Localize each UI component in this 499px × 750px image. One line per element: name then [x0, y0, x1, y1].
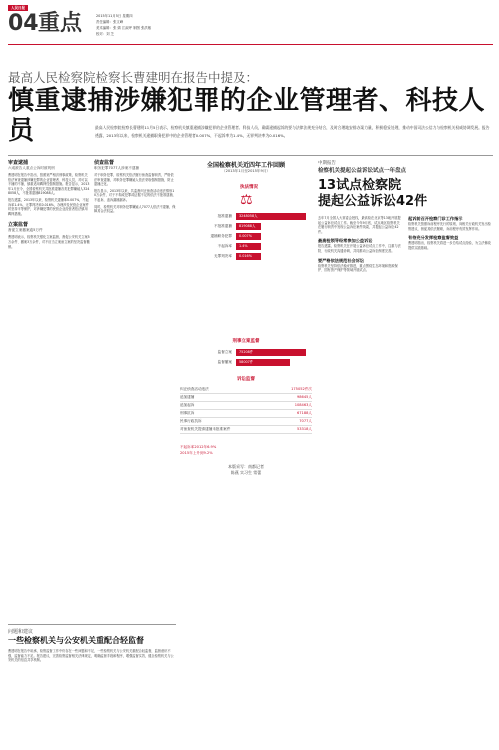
note-line: 2015年上升到9.2%: [180, 451, 213, 455]
bottom-rule: [8, 624, 176, 625]
section-heading: 要严格依法规范社会诉讼: [318, 257, 365, 263]
headline-main: 慎重逮捕涉嫌犯罪的企业管理者、科技人员: [8, 86, 486, 146]
table-label: 纠正侦查活动违法: [180, 387, 209, 391]
table-label: 民事行政抗诉: [180, 419, 202, 423]
chart-note: [180, 444, 312, 456]
body-text: 曹建明表示，检察机关强化立案监督，督促公安机关立案5万余件、撤案3万余件，对不应当立案而立案的坚决监督撤销。: [8, 235, 90, 249]
panel-title: 执法情况: [240, 185, 258, 190]
masthead-meta: [96, 13, 151, 37]
left-column: [8, 160, 90, 249]
bar-label: 监督撤案: [217, 359, 232, 364]
table-label: 刑事抗诉: [180, 411, 195, 415]
bar-label: 逮捕职务犯罪: [210, 233, 232, 238]
right-title: 检察机关提起公益诉讼试点一年盘点: [318, 168, 407, 174]
bar: 3248058人: [236, 213, 306, 220]
chart-panel-litigation: [180, 376, 312, 434]
body-text: 报告显示，2013年以来，共监督纠正侦查活动违法情形10万余件，对于不构成犯罪或证据不足的依法不批准逮捕，不起诉，追诉漏捕漏诉。: [94, 188, 176, 202]
bar-label: 批准逮捕: [217, 213, 232, 218]
section-heading: 起诉前召开检察门诊工作指示: [408, 216, 463, 221]
section-heading: 审查逮捕: [8, 160, 29, 166]
right-big-title: 13试点检察院: [318, 178, 402, 193]
right-kicker: 中期报告: [318, 161, 336, 166]
meta-line: 2015年11月5日 星期四: [96, 14, 133, 18]
bar: 819088人: [236, 223, 261, 230]
section-name: 重点: [38, 11, 83, 36]
table-value: 53318人: [296, 427, 312, 431]
bar-row: [180, 358, 312, 366]
section-heading: 有待充分发挥检察监督效益: [408, 235, 459, 241]
bottom-section: [8, 628, 176, 663]
body-text: 报告透露，检察机关在开展公益诉讼试点工作中，注重与法院、行政机关沟通协调，共同推动公益诉讼制度完善。: [318, 244, 401, 253]
bar-row: [180, 242, 312, 250]
masthead: [8, 5, 493, 43]
table-row: [180, 394, 312, 402]
meta-line: 美术编辑：张 婧 江淑坪 制图 张洪敏: [96, 26, 152, 30]
body-text: 同时，检察机关对职务犯罪嫌疑人7077人依法不逮捕，保障其合法权益。: [94, 204, 176, 214]
bottom-kicker: 问题和建议: [8, 629, 34, 635]
body-text: 曹建明在报告中指出，按照宽严相济刑事政策，检察机关依法审查逮捕涉嫌犯罪的企业管理者、科技人员，对可以不捕的不捕，慎重适用羁押性强制措施。报告显示，2013年1月至今，全国检察机关共批准逮捕各类犯罪嫌疑人3248058人，不批准逮捕819088人。: [8, 173, 90, 196]
bar: 75208件: [236, 349, 306, 356]
bar: 58007件: [236, 359, 290, 366]
chart-panel-supervision: [180, 338, 312, 366]
bar-chart-supervision: [180, 348, 312, 366]
bar-label: 不批准逮捕: [214, 223, 232, 228]
table-row: [180, 402, 312, 410]
infographic-title: 全国检察机关近四年工作回顾: [206, 162, 285, 169]
table-value: 175052件次: [291, 387, 312, 391]
table-row: [180, 426, 312, 434]
table-row: [180, 418, 312, 426]
section-subheading: 职务犯罪7077人涉案不逮捕: [94, 166, 140, 170]
credit-line: 本版采写：南都记者: [228, 464, 264, 469]
chart-panel-enforcement: [180, 184, 312, 334]
page-number: 04: [8, 11, 39, 36]
bar-label: 监督立案: [217, 349, 232, 354]
right-big-title: 提起公益诉讼42件: [318, 194, 428, 209]
bar: 0.016%: [236, 253, 261, 260]
bar-row: [180, 232, 312, 240]
body-text: 曹建明指出，检察机关将进一步总结试点经验，为立法修改提供实践基础。: [408, 241, 491, 250]
body-text: 检察机关坚持依法稳妥推进，重点围绕生态环境和资源保护、国有资产保护等领域开展试点。: [318, 263, 398, 273]
right-column: [318, 160, 492, 273]
bar-label: 不起诉率: [217, 243, 232, 248]
table-row: [180, 386, 312, 394]
meta-line: 校对：刘 芝: [96, 32, 115, 36]
table-value: 67188人: [296, 411, 312, 415]
bar-label: 无罪判决率: [214, 253, 232, 258]
infographic: [180, 160, 312, 645]
table-value: 98645人: [296, 395, 312, 399]
lead-paragraph: 最高人民检察院检察长曹建明11月5日表示，检察机关慎重逮捕涉嫌犯罪的企业管理者、科技人员，确需逮捕起诉的要与法律法规充分结合，及时合理地安排办案力量，积极稳妥处理，推动中国司法公信力与检察机关权威协调发展。报告透露，2013年以来，检察机关逮捕职务犯罪中的企业管理者0.007%，不起诉率为1.4%，无罪判决率为0.016%。: [95, 125, 490, 138]
body-text: 检察机关按照诉前程序先行的原则，向相关行政机关发出检察建议，督促其依法履职，诉前程序有效发挥作用。: [408, 222, 491, 231]
body-text: 曹建明在报告中坦承，检察监督工作中仍存在一些问题和不足，一些检察机关与公安机关重配合轻监督，监督意识不强，监督能力不足。报告建议，完善检察监督相关法律规定，明确监督手段和程序，增强监督实效，健全检察机关与公安机关的信息共享机制。: [8, 649, 174, 663]
body-text: 报告透露，2013年以来，检察机关逮捕率0.007%，不起诉率1.4%，无罪判决率0.016%，办理涉及民营企业案件时坚持平等保护，对涉嫌犯罪的民营企业经营者依法慎用羁押措施。: [8, 197, 89, 216]
note-line: 不起诉率2012年6.9%: [180, 445, 217, 449]
table-row: [180, 410, 312, 418]
masthead-rule: [8, 44, 493, 45]
bar: 0.007%: [236, 233, 261, 240]
lead-rule: [8, 155, 493, 156]
bar-row: [180, 222, 312, 230]
panel-title: 诉讼监督: [237, 377, 255, 382]
credit: [180, 464, 312, 476]
table-label: 追加起诉: [180, 403, 195, 407]
bar-row: [180, 252, 312, 260]
headline-kicker: 最高人民检察院检察长曹建明在报告中提及：: [8, 70, 259, 85]
table-value: 108463人: [294, 403, 312, 407]
bottom-heading: 一些检察机关与公安机关重配合轻监督: [8, 636, 144, 645]
infographic-subtitle: （2013年1月至2015年9月）: [221, 169, 271, 173]
section-heading: 立案监督: [8, 222, 29, 229]
meta-line: 责任编辑：张文峰: [96, 20, 124, 24]
bar-chart-enforcement: [180, 212, 312, 260]
body-text: 去年7月全国人大常委会授权，最高检在北京等13地开展提起公益诉讼试点工作。截至今年9月底，试点地区检察机关在履行职责中发现公益诉讼案件线索，共提起公益诉讼42件。: [318, 216, 401, 234]
bar-row: [180, 348, 312, 356]
bar: 1.4%: [236, 243, 261, 250]
section-heading: 侦查监督: [94, 160, 115, 166]
table-value: 7077人: [299, 419, 312, 423]
section-subheading: 督促立案撤案逾5万件: [8, 228, 43, 233]
credit-line: 陈燕 实习生 常蕾: [230, 470, 262, 475]
body-text: 对于职务犯罪，检察机关依法履行侦查监督职责，严格依法审查逮捕，对职务犯罪嫌疑人依法采取强制措施，防止逮捕泛化。: [94, 173, 174, 187]
table-label: 追加逮捕: [180, 395, 195, 399]
section-subheading: 六成被告人重点公诉时被判刑: [8, 166, 55, 170]
table-label: 对侦查机关提请逮捕未批准案件: [180, 427, 231, 431]
litigation-table: [180, 386, 312, 434]
middle-column: [94, 160, 176, 214]
brand-tag: 人民日报: [8, 5, 28, 11]
panel-title: 刑事立案监督: [232, 339, 260, 344]
scales-icon: ⚖: [240, 192, 253, 208]
bar-row: [180, 212, 312, 220]
section-heading: 最高检领导经常参加公益诉讼: [318, 238, 373, 244]
